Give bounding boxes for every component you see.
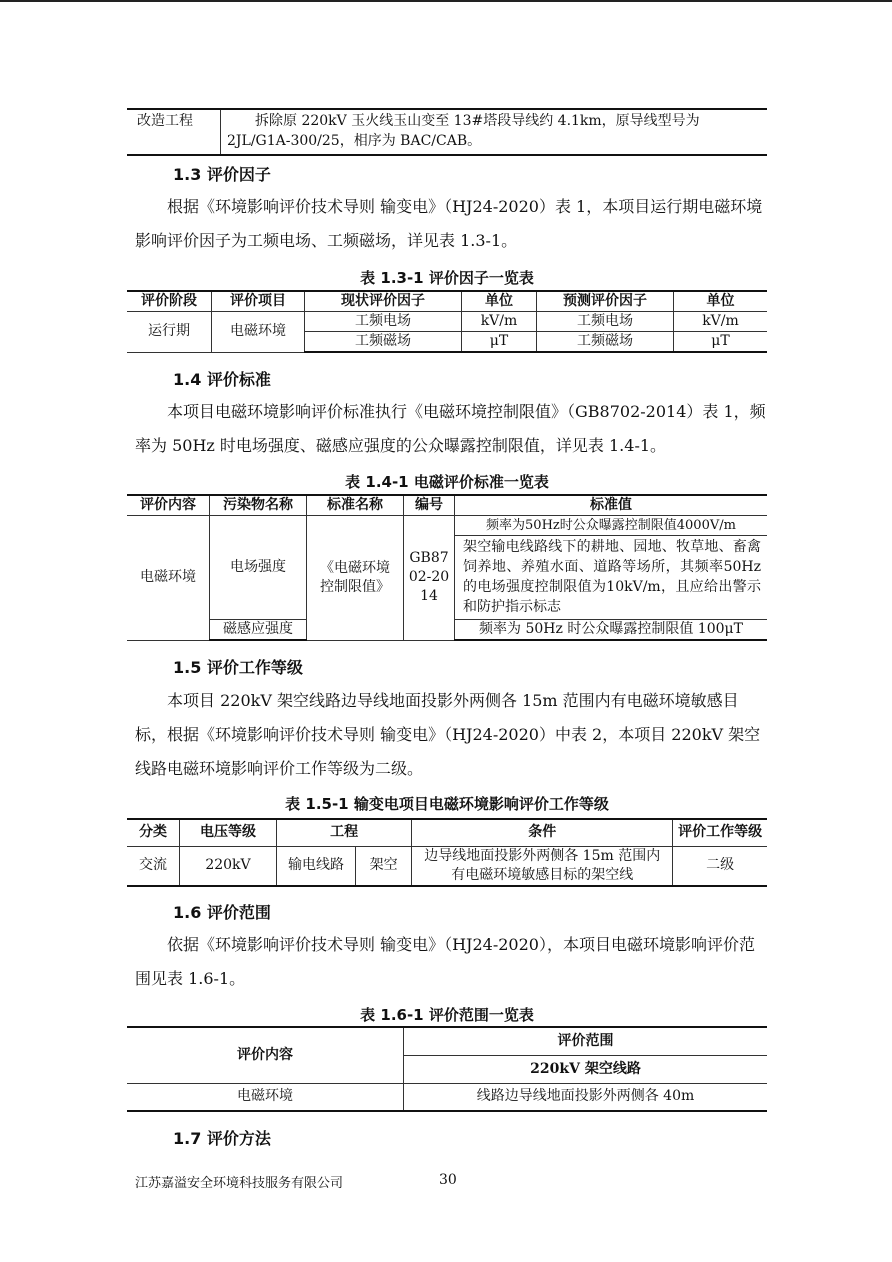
item-cell: 电磁环境 [212,312,305,353]
table-cell: 二级 [673,846,767,886]
table-row [127,846,767,886]
footer-company: 江苏嘉溢安全环境科技服务有限公司 [135,1176,344,1191]
table-1-6-1-caption: 表 1.6-1 评价范围一览表 [360,1006,534,1024]
table-header-row [127,495,767,516]
header-cell: 电压等级 [180,819,277,846]
table-cell: 输电线路 [277,846,356,886]
header-cell: 预测评价因子 [537,291,674,312]
section-1-6-heading: 1.6 评价范围 [173,903,271,922]
engineering-table [127,108,767,156]
header-cell: 条件 [412,819,673,846]
header-cell: 分类 [127,819,180,846]
section-1-6-paragraph: 依据《环境影响评价技术导则 输变电》（HJ24-2020），本项目电磁环境影响评价范围见表 1.6-1。 [135,935,755,988]
table-1-5-1-caption: 表 1.5-1 输变电项目电磁环境影响评价工作等级 [285,795,609,813]
section-1-7-heading: 1.7 评价方法 [173,1129,271,1148]
table-header-row [127,819,767,846]
table-1-5-1 [127,818,767,887]
table-1-4-1 [127,494,767,641]
header-cell: 编号 [404,495,455,516]
standard-value-cell: 频率为 50Hz 时公众曝露控制限值 100μT [455,620,768,641]
header-cell: 评价范围 [404,1027,768,1055]
stage-cell: 运行期 [127,312,212,353]
content-cell: 电磁环境 [127,516,210,641]
table-cell: 电磁环境 [127,1083,404,1111]
section-1-5-paragraph: 本项目 220kV 架空线路边导线地面投影外两侧各 15m 范围内有电磁环境敏感目标，根据《环境影响评价技术导则 输变电》（HJ24-2020）中表 2，本项目 220kV 架空线路电磁环境影响评价工作等级为二级。 [135,691,761,778]
table-cell: μT [462,332,537,353]
header-cell: 现状评价因子 [305,291,462,312]
table-cell: 交流 [127,846,180,886]
header-cell: 标准值 [455,495,768,516]
table-cell: 边导线地面投影外两侧各 15m 范围内有电磁环境敏感目标的架空线 [412,846,673,886]
code-cell: GB8702-2014 [404,516,455,641]
table-cell: 工频磁场 [537,332,674,353]
header-cell: 单位 [674,291,768,312]
header-cell: 评价内容 [127,495,210,516]
header-cell: 评价阶段 [127,291,212,312]
table-1-3-1 [127,290,767,353]
header-cell: 评价工作等级 [673,819,767,846]
table-cell: kV/m [462,312,537,332]
table-cell: 220kV [180,846,277,886]
page-number: 30 [439,1172,457,1188]
header-cell: 单位 [462,291,537,312]
table-row [127,516,767,536]
header-cell: 标准名称 [307,495,404,516]
header-cell: 220kV 架空线路 [404,1055,768,1083]
section-1-5-heading: 1.5 评价工作等级 [173,658,303,677]
pollutant-cell: 电场强度 [210,516,307,620]
page-top-rule [0,0,892,2]
header-cell: 评价项目 [212,291,305,312]
table-header-row [127,291,767,312]
header-cell: 工程 [277,819,412,846]
section-1-4-paragraph: 本项目电磁环境影响评价标准执行《电磁环境控制限值》（GB8702-2014）表 1，频率为 50Hz 时电场强度、磁感应强度的公众曝露控制限值，详见表 1.4-1。 [135,402,766,455]
table-cell: kV/m [674,312,768,332]
table-cell: 工频磁场 [305,332,462,353]
standard-value-cell: 频率为50Hz时公众曝露控制限值4000V/m [455,516,768,536]
table-1-6-1 [127,1026,767,1112]
engineering-content: 拆除原 220kV 玉火线玉山变至 13#塔段导线约 4.1km，原导线型号为 2JL/G1A-300/25，相序为 BAC/CAB。 [221,109,768,155]
standard-name-cell: 《电磁环境控制限值》 [307,516,404,641]
table-1-4-1-caption: 表 1.4-1 电磁评价标准一览表 [345,473,549,491]
table-1-3-1-caption: 表 1.3-1 评价因子一览表 [360,269,534,287]
table-cell: μT [674,332,768,353]
section-1-3-heading: 1.3 评价因子 [173,165,271,184]
section-1-3-paragraph: 根据《环境影响评价技术导则 输变电》（HJ24-2020）表 1，本项目运行期电磁环境影响评价因子为工频电场、工频磁场，详见表 1.3-1。 [135,197,763,250]
standard-value-cell: 架空输电线路线下的耕地、园地、牧草地、畜禽饲养地、养殖水面、道路等场所，其频率50Hz的电场强度控制限值为10kV/m，且应给出警示和防护指示标志 [455,536,768,620]
header-cell: 污染物名称 [210,495,307,516]
table-cell: 工频电场 [537,312,674,332]
section-1-4-heading: 1.4 评价标准 [173,370,271,389]
table-cell: 架空 [356,846,412,886]
table-cell: 工频电场 [305,312,462,332]
engineering-label: 改造工程 [127,109,221,155]
table-cell: 线路边导线地面投影外两侧各 40m [404,1083,768,1111]
table-row [127,1083,767,1111]
pollutant-cell: 磁感应强度 [210,620,307,641]
header-cell: 评价内容 [127,1027,404,1083]
table-row [127,312,767,332]
